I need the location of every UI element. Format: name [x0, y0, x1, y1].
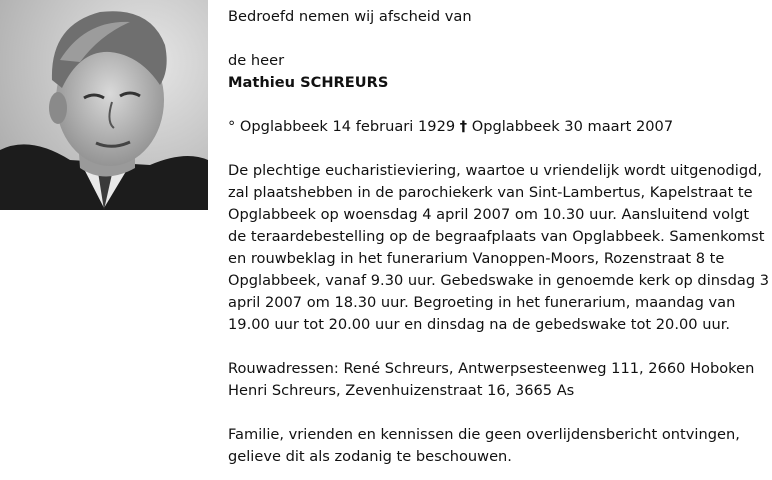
salutation: de heer [228, 52, 285, 69]
death-notice [228, 6, 768, 468]
ceremony-line: Opglabbeek, vanaf 9.30 uur. Gebedswake in genoemde kerk op dinsdag 3 [228, 272, 770, 289]
closing-line: gelieve dit als zodanig te beschouwen. [228, 448, 512, 465]
birth-date: ° Opglabbeek 14 februari 1929 [228, 118, 456, 135]
ceremony-line: 19.00 uur tot 20.00 uur en dinsdag na de gebedswake tot 20.00 uur. [228, 316, 730, 333]
portrait-photo-icon [0, 0, 208, 210]
death-date: Opglabbeek 30 maart 2007 [471, 118, 674, 135]
ceremony-line: zal plaatshebben in de parochiekerk van Sint-Lambertus, Kapelstraat te [228, 184, 753, 201]
address-line: Henri Schreurs, Zevenhuizenstraat 16, 3665 As [228, 382, 575, 399]
ceremony-line: Opglabbeek op woensdag 4 april 2007 om 10.30 uur. Aansluitend volgt [228, 206, 750, 223]
cross-icon: † [459, 118, 468, 135]
ceremony-line: de teraardebestelling op de begraafplaats van Opglabbeek. Samenkomst [228, 228, 765, 245]
ceremony-line: en rouwbeklag in het funerarium Vanoppen-Moors, Rozenstraat 8 te [228, 250, 725, 267]
closing-line: Familie, vrienden en kennissen die geen overlijdensbericht ontvingen, [228, 426, 740, 443]
portrait-photo [0, 0, 208, 210]
ceremony-line: april 2007 om 18.30 uur. Begroeting in het funerarium, maandag van [228, 294, 736, 311]
deceased-name: Mathieu SCHREURS [228, 74, 389, 91]
ceremony-line: De plechtige eucharistieviering, waartoe u vriendelijk wordt uitgenodigd, [228, 162, 763, 179]
address-line: Rouwadressen: René Schreurs, Antwerpsesteenweg 111, 2660 Hoboken [228, 360, 755, 377]
life-dates [228, 116, 768, 138]
intro-line: Bedroefd nemen wij afscheid van [228, 8, 472, 25]
